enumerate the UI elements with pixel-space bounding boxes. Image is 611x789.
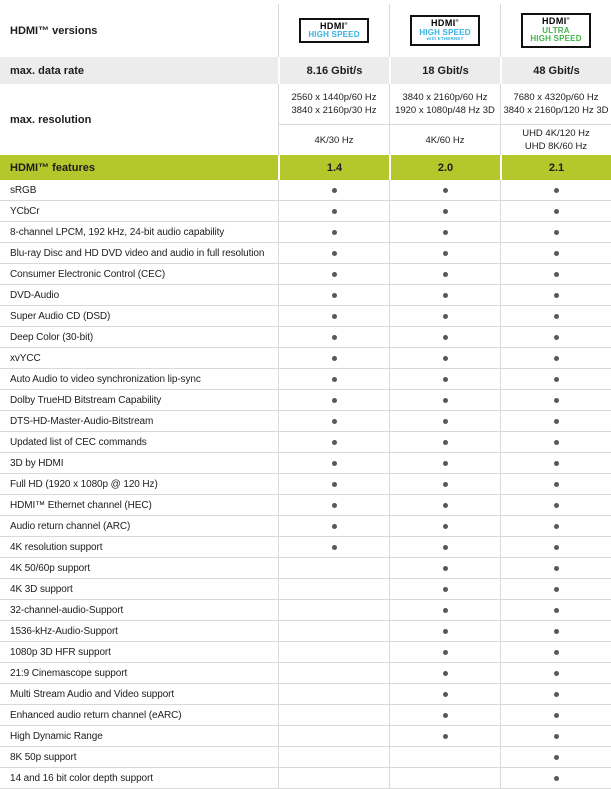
support-dot [554, 272, 559, 277]
support-cell [500, 642, 611, 662]
support-dot [554, 188, 559, 193]
feature-label: High Dynamic Range [10, 730, 103, 742]
support-dot [443, 482, 448, 487]
feature-row [0, 579, 611, 600]
version-number: 2.0 [389, 155, 500, 180]
support-cell [278, 558, 389, 578]
support-dot [443, 356, 448, 361]
support-dot [443, 209, 448, 214]
support-cell [278, 663, 389, 683]
support-cell [278, 180, 389, 200]
feature-label: sRGB [10, 184, 37, 196]
registered-mark: ® [344, 20, 348, 26]
feature-row [0, 285, 611, 306]
support-cell [500, 306, 611, 326]
feature-label: Super Audio CD (DSD) [10, 310, 111, 322]
badge-cell-1 [278, 4, 389, 57]
support-cell [389, 663, 500, 683]
support-dot [332, 272, 337, 277]
support-cell [389, 180, 500, 200]
feature-label: Multi Stream Audio and Video support [10, 688, 175, 700]
support-dot [443, 461, 448, 466]
support-dot [554, 755, 559, 760]
support-cell [500, 705, 611, 725]
feature-row [0, 390, 611, 411]
support-cell [389, 201, 500, 221]
data-rate-value: 48 Gbit/s [500, 57, 611, 84]
support-cell [389, 453, 500, 473]
support-cell [278, 327, 389, 347]
support-dot [443, 713, 448, 718]
support-cell [500, 369, 611, 389]
support-cell [500, 432, 611, 452]
support-dot [332, 251, 337, 256]
feature-row [0, 705, 611, 726]
hdmi-ultra-high-speed-badge [521, 13, 591, 47]
support-cell [500, 222, 611, 242]
feature-row [0, 264, 611, 285]
support-dot [332, 482, 337, 487]
support-cell [389, 516, 500, 536]
support-dot [554, 293, 559, 298]
support-cell [500, 537, 611, 557]
feature-label: Dolby TrueHD Bitstream Capability [10, 394, 162, 406]
data-rate-row [0, 57, 611, 84]
support-cell [278, 285, 389, 305]
support-dot [443, 440, 448, 445]
resolution-cell [389, 84, 500, 125]
support-dot [554, 377, 559, 382]
feature-label: 32-channel-audio-Support [10, 604, 124, 616]
feature-label: Auto Audio to video synchronization lip-sync [10, 373, 201, 385]
support-dot [443, 293, 448, 298]
support-dot [554, 734, 559, 739]
support-cell [389, 747, 500, 767]
support-cell [500, 516, 611, 536]
support-dot [443, 398, 448, 403]
support-cell [500, 453, 611, 473]
support-cell [278, 621, 389, 641]
support-cell [278, 474, 389, 494]
support-cell [500, 726, 611, 746]
support-dot [332, 335, 337, 340]
support-dot [332, 230, 337, 235]
resolution-line: 3840 x 2160p/30 Hz [291, 105, 377, 116]
support-dot [332, 377, 337, 382]
support-cell [278, 495, 389, 515]
feature-label: 8-channel LPCM, 192 kHz, 24-bit audio capability [10, 226, 225, 238]
support-cell [389, 495, 500, 515]
support-dot [332, 314, 337, 319]
support-dot [443, 671, 448, 676]
support-dot [332, 545, 337, 550]
data-rate-value: 18 Gbit/s [389, 57, 500, 84]
feature-label: 1536-kHz-Audio-Support [10, 625, 118, 637]
support-cell [389, 411, 500, 431]
support-cell [500, 180, 611, 200]
support-dot [554, 776, 559, 781]
support-cell [389, 705, 500, 725]
feature-row [0, 684, 611, 705]
support-cell [500, 579, 611, 599]
support-cell [278, 411, 389, 431]
badge-line: HIGH SPEED [308, 30, 360, 40]
support-cell [500, 663, 611, 683]
support-cell [389, 537, 500, 557]
version-number: 1.4 [278, 155, 389, 180]
support-dot [443, 545, 448, 550]
versions-row [0, 4, 611, 57]
support-cell [389, 768, 500, 788]
support-dot [554, 566, 559, 571]
feature-label: xvYCC [10, 352, 41, 364]
support-cell [278, 642, 389, 662]
support-cell [278, 684, 389, 704]
resolution-line: 3840 x 2160p/120 Hz 3D [503, 105, 609, 116]
support-dot [443, 335, 448, 340]
support-dot [554, 251, 559, 256]
feature-label: 3D by HDMI [10, 457, 64, 469]
support-dot [332, 356, 337, 361]
resolution-cell [278, 125, 389, 155]
support-cell [389, 600, 500, 620]
support-cell [278, 348, 389, 368]
support-dot [554, 335, 559, 340]
support-dot [554, 356, 559, 361]
badge-line: ULTRA [542, 25, 570, 35]
feature-row [0, 222, 611, 243]
support-dot [443, 566, 448, 571]
badge-line: HIGH SPEED [419, 27, 471, 37]
support-dot [554, 692, 559, 697]
support-dot [554, 503, 559, 508]
support-cell [278, 390, 389, 410]
support-cell [500, 327, 611, 347]
support-dot [554, 230, 559, 235]
support-dot [443, 608, 448, 613]
support-cell [278, 222, 389, 242]
feature-label: 1080p 3D HFR support [10, 646, 111, 658]
data-rate-value: 8.16 Gbit/s [278, 57, 389, 84]
support-dot [554, 461, 559, 466]
support-cell [389, 621, 500, 641]
feature-row [0, 201, 611, 222]
support-cell [278, 600, 389, 620]
feature-row [0, 600, 611, 621]
feature-label: DVD-Audio [10, 289, 60, 301]
feature-row [0, 369, 611, 390]
hdmi-logo-text: HDMI [542, 16, 567, 27]
support-dot [443, 230, 448, 235]
support-cell [389, 684, 500, 704]
feature-label: Full HD (1920 x 1080p @ 120 Hz) [10, 478, 158, 490]
support-dot [554, 482, 559, 487]
feature-row [0, 243, 611, 264]
feature-row [0, 453, 611, 474]
support-dot [332, 293, 337, 298]
support-dot [554, 545, 559, 550]
registered-mark: ® [455, 18, 459, 24]
support-dot [332, 524, 337, 529]
support-dot [332, 419, 337, 424]
support-dot [554, 629, 559, 634]
support-cell [278, 264, 389, 284]
support-dot [443, 692, 448, 697]
support-cell [500, 558, 611, 578]
support-cell [389, 726, 500, 746]
support-cell [278, 306, 389, 326]
support-cell [500, 600, 611, 620]
support-cell [278, 453, 389, 473]
feature-label: Enhanced audio return channel (eARC) [10, 709, 182, 721]
support-dot [443, 650, 448, 655]
feature-row [0, 558, 611, 579]
resolution-line: 1920 x 1080p/48 Hz 3D [395, 105, 495, 116]
support-dot [332, 503, 337, 508]
support-dot [443, 314, 448, 319]
support-cell [500, 243, 611, 263]
support-cell [389, 432, 500, 452]
support-dot [554, 398, 559, 403]
support-dot [332, 188, 337, 193]
feature-row [0, 537, 611, 558]
feature-row [0, 180, 611, 201]
support-cell [278, 537, 389, 557]
support-dot [554, 524, 559, 529]
feature-label: HDMI™ Ethernet channel (HEC) [10, 499, 152, 511]
support-cell [278, 579, 389, 599]
hdmi-logo-text: HDMI [431, 18, 456, 29]
support-cell [389, 327, 500, 347]
support-dot [443, 587, 448, 592]
feature-row [0, 474, 611, 495]
support-cell [500, 411, 611, 431]
feature-label: Updated list of CEC commands [10, 436, 147, 448]
feature-label: 8K 50p support [10, 751, 77, 763]
support-dot [554, 209, 559, 214]
hdmi-comparison-table [0, 4, 611, 789]
support-cell [500, 495, 611, 515]
support-dot [554, 650, 559, 655]
resolution-line: 4K/60 Hz [425, 134, 465, 146]
support-cell [500, 201, 611, 221]
feature-row [0, 411, 611, 432]
support-cell [500, 264, 611, 284]
support-dot [554, 587, 559, 592]
support-dot [332, 209, 337, 214]
support-cell [500, 348, 611, 368]
support-cell [389, 558, 500, 578]
feature-row [0, 747, 611, 768]
feature-label: Blu-ray Disc and HD DVD video and audio in full resolution [10, 247, 265, 259]
support-cell [278, 369, 389, 389]
hdmi-logo-text: HDMI [320, 20, 345, 31]
hdmi-high-speed-ethernet-badge [410, 15, 480, 46]
feature-row [0, 495, 611, 516]
resolution-line: 2560 x 1440p/60 Hz [291, 92, 377, 103]
resolution-line: UHD 8K/60 Hz [524, 141, 588, 152]
support-cell [500, 390, 611, 410]
resolution-cell [500, 125, 611, 155]
resolution-line: UHD 4K/120 Hz [522, 128, 590, 139]
support-dot [443, 251, 448, 256]
support-dot [332, 398, 337, 403]
support-cell [389, 579, 500, 599]
badge-subline: with ETHERNET [426, 36, 464, 42]
support-dot [443, 188, 448, 193]
support-dot [554, 440, 559, 445]
support-dot [443, 524, 448, 529]
feature-label: 14 and 16 bit color depth support [10, 772, 153, 784]
support-dot [554, 671, 559, 676]
support-cell [278, 747, 389, 767]
resolution-cell [500, 84, 611, 125]
feature-row [0, 642, 611, 663]
feature-label: 21:9 Cinemascope support [10, 667, 128, 679]
feature-row [0, 327, 611, 348]
version-number: 2.1 [500, 155, 611, 180]
support-dot [443, 272, 448, 277]
support-cell [389, 264, 500, 284]
support-cell [278, 705, 389, 725]
hdmi-high-speed-badge [299, 18, 369, 44]
feature-label: DTS-HD-Master-Audio-Bitstream [10, 415, 154, 427]
support-cell [278, 243, 389, 263]
badge-line: HIGH SPEED [530, 34, 582, 44]
support-cell [500, 621, 611, 641]
support-cell [278, 768, 389, 788]
support-cell [389, 642, 500, 662]
support-cell [389, 243, 500, 263]
support-dot [443, 377, 448, 382]
feature-label: Deep Color (30-bit) [10, 331, 94, 343]
feature-label: 4K 50/60p support [10, 562, 91, 574]
support-cell [389, 348, 500, 368]
support-dot [443, 734, 448, 739]
resolution-block [0, 84, 611, 155]
feature-label: 4K resolution support [10, 541, 103, 553]
feature-row [0, 621, 611, 642]
features-body [0, 180, 611, 789]
support-cell [278, 516, 389, 536]
support-dot [554, 608, 559, 613]
feature-row [0, 663, 611, 684]
feature-row [0, 516, 611, 537]
badge-cell-3 [500, 4, 611, 57]
support-cell [500, 285, 611, 305]
support-cell [389, 222, 500, 242]
support-dot [443, 503, 448, 508]
support-dot [554, 314, 559, 319]
resolution-cell [389, 125, 500, 155]
support-dot [554, 419, 559, 424]
support-cell [500, 474, 611, 494]
feature-row [0, 768, 611, 789]
support-dot [332, 461, 337, 466]
support-cell [278, 726, 389, 746]
versions-label: HDMI™ versions [10, 24, 98, 37]
feature-row [0, 306, 611, 327]
resolution-line: 4K/30 Hz [314, 134, 354, 146]
resolution-label: max. resolution [10, 113, 92, 126]
feature-label: 4K 3D support [10, 583, 73, 595]
support-dot [332, 440, 337, 445]
feature-row [0, 726, 611, 747]
data-rate-label: max. data rate [10, 64, 84, 77]
support-cell [389, 369, 500, 389]
feature-label: Audio return channel (ARC) [10, 520, 131, 532]
features-header-row [0, 155, 611, 180]
features-header-label: HDMI™ features [10, 161, 95, 174]
resolution-line: 3840 x 2160p/60 Hz [402, 92, 488, 103]
support-cell [389, 306, 500, 326]
support-dot [554, 713, 559, 718]
support-cell [500, 684, 611, 704]
badge-cell-2 [389, 4, 500, 57]
registered-mark: ® [566, 16, 570, 22]
feature-label: Consumer Electronic Control (CEC) [10, 268, 166, 280]
support-cell [278, 432, 389, 452]
support-cell [389, 285, 500, 305]
feature-row [0, 432, 611, 453]
feature-row [0, 348, 611, 369]
resolution-cell [278, 84, 389, 125]
support-cell [389, 474, 500, 494]
support-cell [500, 768, 611, 788]
support-dot [443, 419, 448, 424]
support-cell [389, 390, 500, 410]
feature-label: YCbCr [10, 205, 40, 217]
support-cell [500, 747, 611, 767]
support-dot [443, 629, 448, 634]
resolution-line: 7680 x 4320p/60 Hz [513, 92, 599, 103]
support-cell [278, 201, 389, 221]
